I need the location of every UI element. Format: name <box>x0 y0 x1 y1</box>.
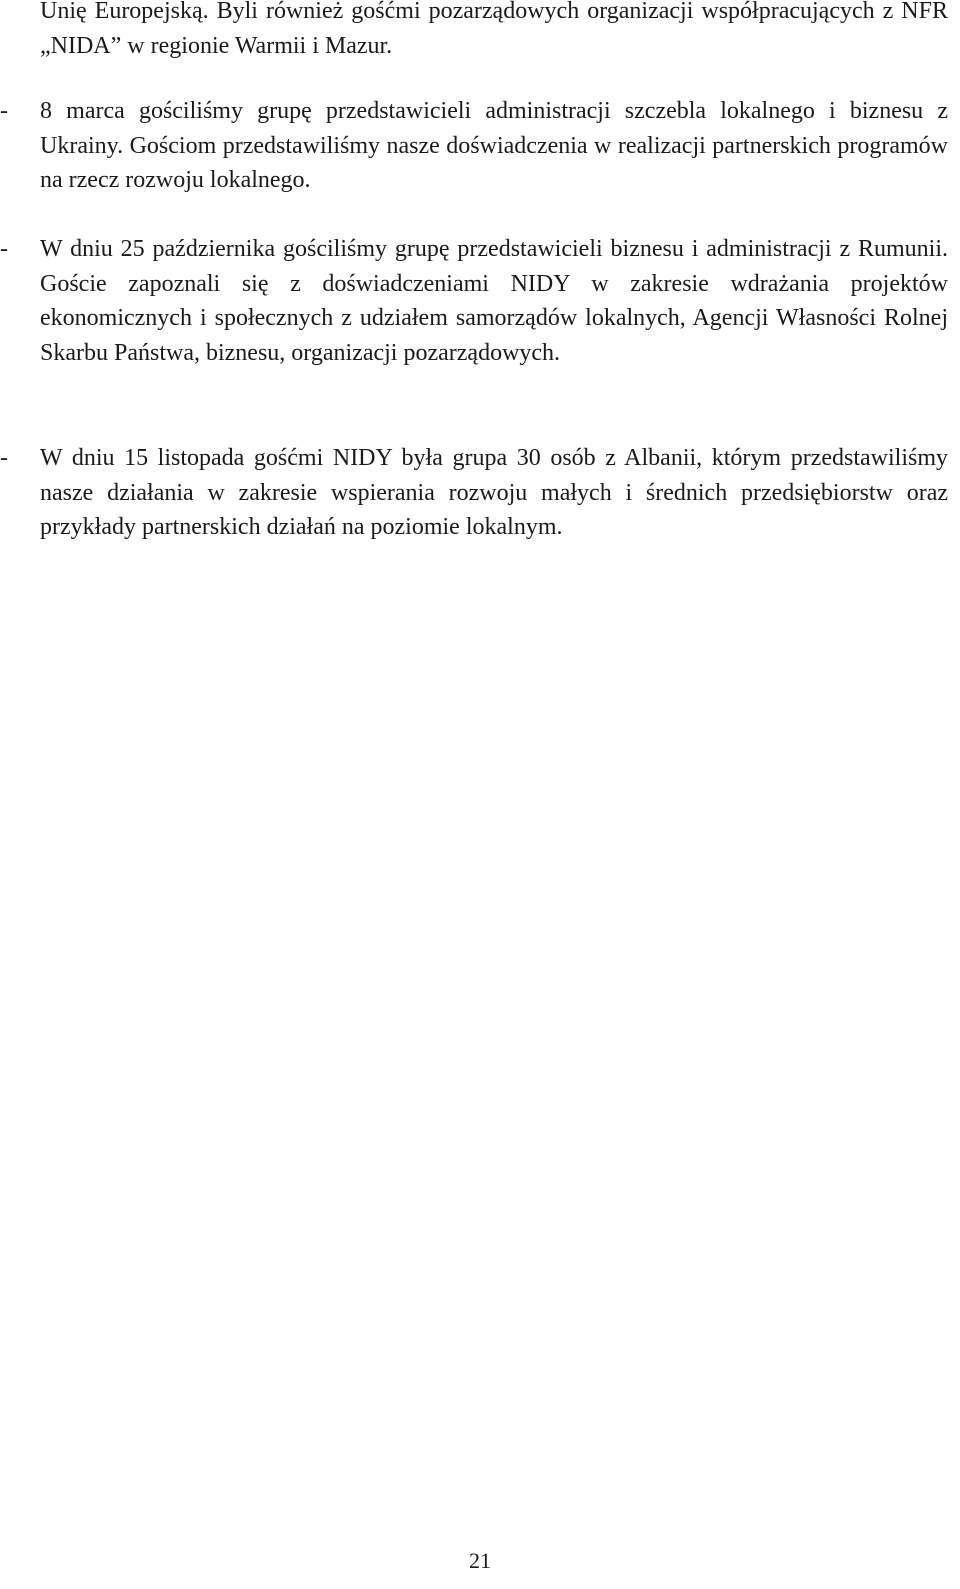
list-item-text: W dniu 25 października gościliśmy grupę przedstawicieli biznesu i administracji z Rumunii. Goście zapoznali się z doświadczeniami NIDY w zakresie wdrażania projektów ekonomicznych i społecznych z udziałem samorządów lokalnych, Agencji Własności Rolnej Skarbu Państwa, biznesu, organizacji pozarządowych. <box>40 236 948 366</box>
list-item-marker: - <box>0 98 8 124</box>
list-item-marker: - <box>0 445 8 471</box>
list-item-text: 8 marca gościliśmy grupę przedstawicieli administracji szczebla lokalnego i biznesu z Ukrainy. Gościom przedstawiliśmy nasze doświadczenia w realizacji partnerskich programów na rzecz rozwoju lokalnego. <box>40 98 948 193</box>
continuation-paragraph: Unię Europejską. Byli również gośćmi pozarządowych organizacji współpracujących z NFR „NIDA” w regionie Warmii i Mazur. <box>40 0 948 59</box>
list-item-marker: - <box>0 236 8 262</box>
page-number: 21 <box>469 1548 491 1573</box>
list-item-text: W dniu 15 listopada gośćmi NIDY była grupa 30 osób z Albanii, którym przedstawiliśmy nasze działania w zakresie wspierania rozwoju małych i średnich przedsiębiorstw oraz przykłady partnerskich działań na poziomie lokalnym. <box>40 445 948 540</box>
